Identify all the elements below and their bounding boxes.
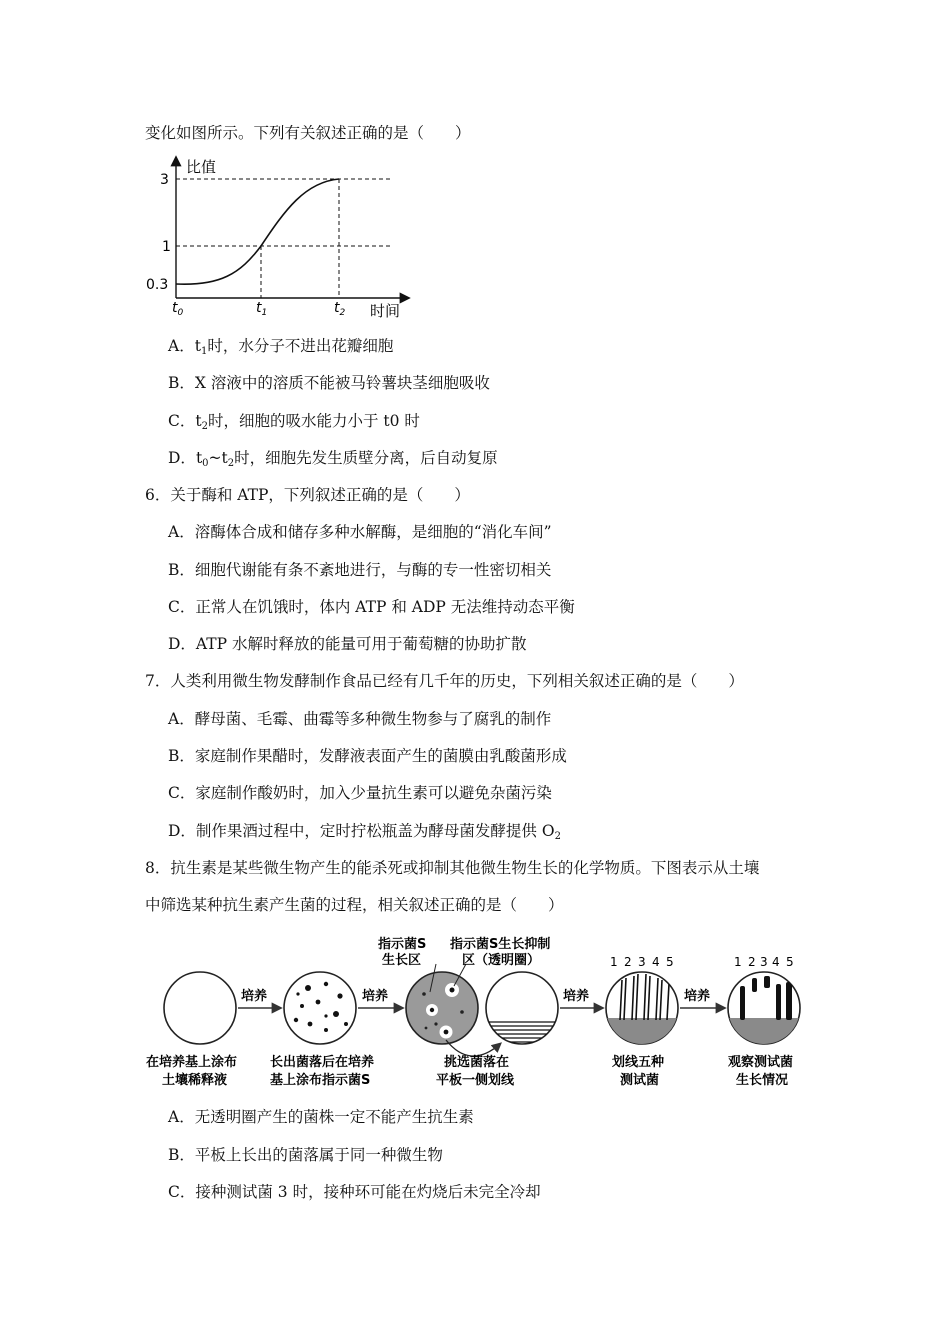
svg-text:1: 1 — [734, 955, 742, 969]
svg-text:4: 4 — [652, 955, 660, 969]
ratio-curve — [176, 179, 339, 284]
q6-stem: 6．关于酶和 ATP，下列叙述正确的是（ ） — [145, 486, 470, 504]
q6-option-c: C．正常人在饥饿时，体内 ATP 和 ADP 无法维持动态平衡 — [168, 598, 575, 616]
q5-option-d: D．$t_0\sim t_2$时，细胞先发生质壁分离，后自动复原 — [168, 449, 498, 469]
svg-text:5: 5 — [786, 955, 794, 969]
x-tick-t0: $t_0$ — [172, 300, 184, 318]
arrow-4-label: 培养 — [684, 989, 711, 1004]
numbers-1 — [610, 955, 674, 969]
label-inhibit-2: 区（透明圈） — [462, 953, 541, 968]
q8-stem-line2: 中筛选某种抗生素产生菌的过程，相关叙述正确的是（ ） — [145, 896, 564, 914]
ratio-time-graph — [140, 152, 420, 322]
q7-option-d: D．制作果酒过程中，定时拧松瓶盖为酵母菌发酵提供 $O_2$ — [168, 822, 561, 842]
svg-text:2: 2 — [624, 955, 632, 969]
y-tick-3: 3 — [160, 172, 169, 188]
q8-option-b: B．平板上长出的菌落属于同一种微生物 — [168, 1146, 443, 1164]
caption-2b: 基上涂布指示菌S — [270, 1073, 371, 1088]
caption-4b: 测试菌 — [620, 1073, 660, 1088]
q7-option-b: B．家庭制作果醋时，发酵液表面产生的菌膜由乳酸菌形成 — [168, 747, 567, 765]
x-axis-label: 时间 — [370, 302, 401, 320]
numbers-2 — [734, 955, 794, 969]
y-axis-label: 比值 — [186, 158, 217, 176]
caption-1a: 在培养基上涂布 — [146, 1055, 238, 1070]
q8-option-c: C．接种测试菌 3 时，接种环可能在灼烧后未完全冷却 — [168, 1183, 541, 1201]
y-tick-1: 1 — [162, 239, 171, 255]
caption-5a: 观察测试菌 — [728, 1055, 794, 1070]
q7-option-a: A．酵母菌、毛霉、曲霉等多种微生物参与了腐乳的制作 — [168, 710, 552, 728]
dish-blank — [164, 972, 236, 1044]
label-s-zone-2: 生长区 — [382, 953, 422, 968]
q5-option-a: A．$t_1$时，水分子不进出花瓣细胞 — [168, 337, 394, 357]
arrow-3-label: 培养 — [563, 989, 590, 1004]
q5-option-c: C．$t_2$时，细胞的吸水能力小于 t0 时 — [168, 412, 420, 432]
label-inhibit-1: 指示菌S生长抑制 — [450, 937, 551, 952]
svg-text:4: 4 — [772, 955, 780, 969]
q6-option-d: D．ATP 水解时释放的能量可用于葡萄糖的协助扩散 — [168, 635, 527, 653]
svg-text:1: 1 — [610, 955, 618, 969]
captions — [146, 1054, 793, 1088]
svg-text:3: 3 — [760, 955, 768, 969]
x-tick-t2: $t_2$ — [334, 300, 346, 318]
result-band-gray — [728, 1018, 800, 1048]
streak-band-gray — [606, 1018, 678, 1048]
arrow-2-label: 培养 — [362, 989, 389, 1004]
antibiotic-screening-diagram — [140, 928, 820, 1093]
svg-text:2: 2 — [748, 955, 756, 969]
svg-text:5: 5 — [666, 955, 674, 969]
q6-option-b: B．细胞代谢能有条不紊地进行，与酶的专一性密切相关 — [168, 561, 552, 579]
q5-stem-tail: 变化如图所示。下列有关叙述正确的是（ ） — [145, 124, 471, 142]
y-tick-0.3: 0.3 — [146, 277, 169, 293]
caption-3a: 挑选菌落在 — [444, 1055, 510, 1070]
caption-2a: 长出菌落后在培养 — [270, 1055, 375, 1070]
caption-3b: 平板一侧划线 — [436, 1073, 515, 1088]
caption-1b: 土壤稀释液 — [162, 1073, 228, 1088]
dish-colonies — [284, 972, 356, 1044]
caption-4a: 划线五种 — [612, 1055, 665, 1070]
q5-option-b: B．X 溶液中的溶质不能被马铃薯块茎细胞吸收 — [168, 374, 490, 392]
q8-stem-line1: 8．抗生素是某些微生物产生的能杀死或抑制其他微生物生长的化学物质。下图表示从土壤 — [145, 859, 760, 877]
x-tick-t1: $t_1$ — [256, 300, 268, 318]
dish-streak — [486, 972, 558, 1044]
label-s-zone-1: 指示菌S — [378, 937, 427, 952]
q7-stem: 7．人类利用微生物发酵制作食品已经有几千年的历史，下列相关叙述正确的是（ ） — [145, 672, 744, 690]
svg-text:3: 3 — [638, 955, 646, 969]
q6-option-a: A．溶酶体合成和储存多种水解酶，是细胞的“消化车间” — [168, 523, 552, 541]
q7-option-c: C．家庭制作酸奶时，加入少量抗生素可以避免杂菌污染 — [168, 784, 552, 802]
q8-option-a: A．无透明圈产生的菌株一定不能产生抗生素 — [168, 1108, 474, 1126]
caption-5b: 生长情况 — [736, 1073, 789, 1088]
arrow-1-label: 培养 — [241, 989, 268, 1004]
